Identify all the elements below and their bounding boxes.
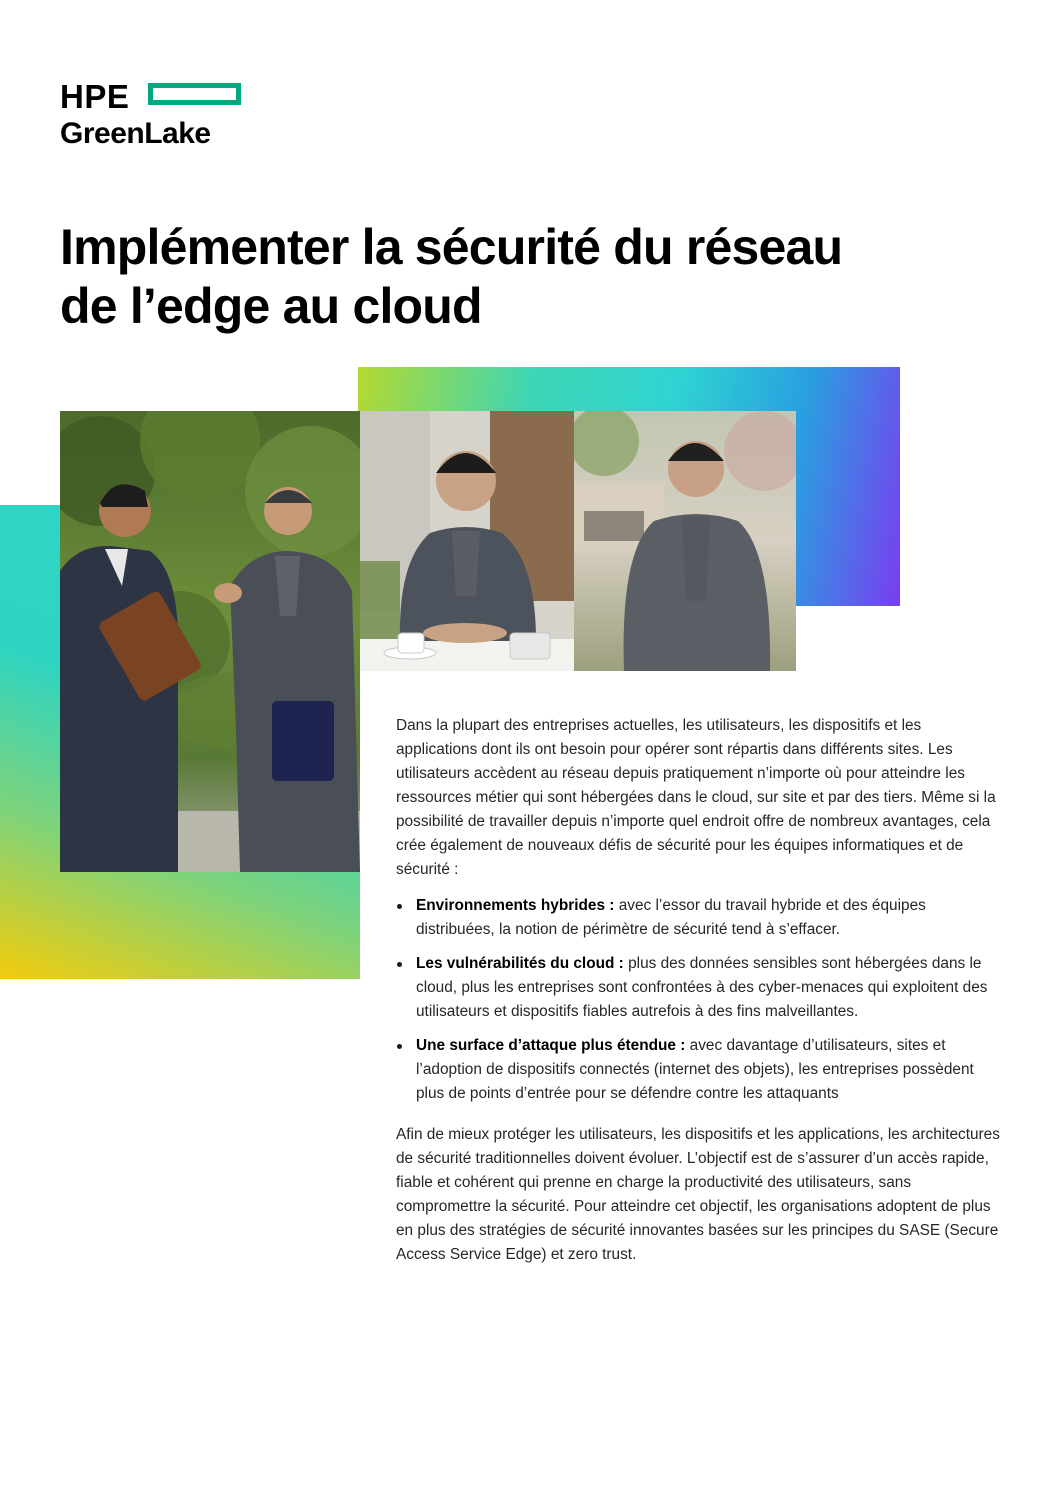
list-item [396, 1034, 1002, 1106]
list-item-text: avec davantage d’utilisateurs, sites et l’adoption de dispositifs connectés (internet des objets), les entreprises possèdent plus de points d’entrée pour se défendre contre les attaquants [416, 1037, 974, 1102]
photo-two-men-talking [60, 411, 360, 872]
page-title [60, 218, 960, 336]
challenges-list [396, 894, 1002, 1106]
closing-paragraph: Afin de mieux protéger les utilisateurs, les dispositifs et les applications, les architectures de sécurité traditionnelles doivent évoluer. L’objectif est de s’assurer d’un accès rapide, fiable et cohérent qui prenne en charge la productivité des utilisateurs, sans compromettre la sécurité. Pour atteindre cet objectif, les organisations adoptent de plus en plus des stratégies de sécurité innovantes basées sur les principes du SASE (Secure Access Service Edge) et zero trust. [396, 1126, 1000, 1263]
list-item [396, 894, 1002, 942]
logo-green-rectangle [148, 83, 241, 105]
intro-paragraph: Dans la plupart des entreprises actuelles, les utilisateurs, les dispositifs et les applications dont ils ont besoin pour opérer sont répartis dans différents sites. Les utilisateurs accèdent au réseau depuis pratiquement n’importe où pour atteindre les ressources métier qui sont hébergées dans le cloud, sur site et par des tiers. Même si la possibilité de travailler depuis n’importe quel endroit offre de nombreux avantages, cela crée également de nouveaux défis de sécurité pour les équipes informatiques et de sécurité : [396, 717, 996, 878]
list-item-label: Les vulnérabilités du cloud : [416, 955, 624, 972]
list-item-label: Une surface d’attaque plus étendue : [416, 1037, 686, 1054]
logo-greenlake-text: GreenLake [60, 117, 211, 150]
list-item-label: Environnements hybrides : [416, 897, 615, 914]
list-item-text: avec l’essor du travail hybride et des équipes distribuées, la notion de périmètre de sécurité tend à s’effacer. [416, 897, 926, 938]
logo-hpe-text: HPE [60, 78, 130, 115]
list-item-text: plus des données sensibles sont hébergées dans le cloud, plus les entreprises sont confrontées à des cyber-menaces qui exploitent des utilisateurs et dispositifs fiables autrefois à des fins malveillantes. [416, 955, 988, 1020]
title-line-1: Implémenter la sécurité du réseau [60, 219, 843, 275]
list-item [396, 952, 1002, 1024]
photo-man-smiling [574, 411, 796, 671]
photo-man-seated-at-table [360, 411, 574, 671]
body-text [396, 714, 1002, 1267]
hpe-greenlake-logo [60, 80, 260, 152]
title-line-2: de l’edge au cloud [60, 278, 482, 334]
